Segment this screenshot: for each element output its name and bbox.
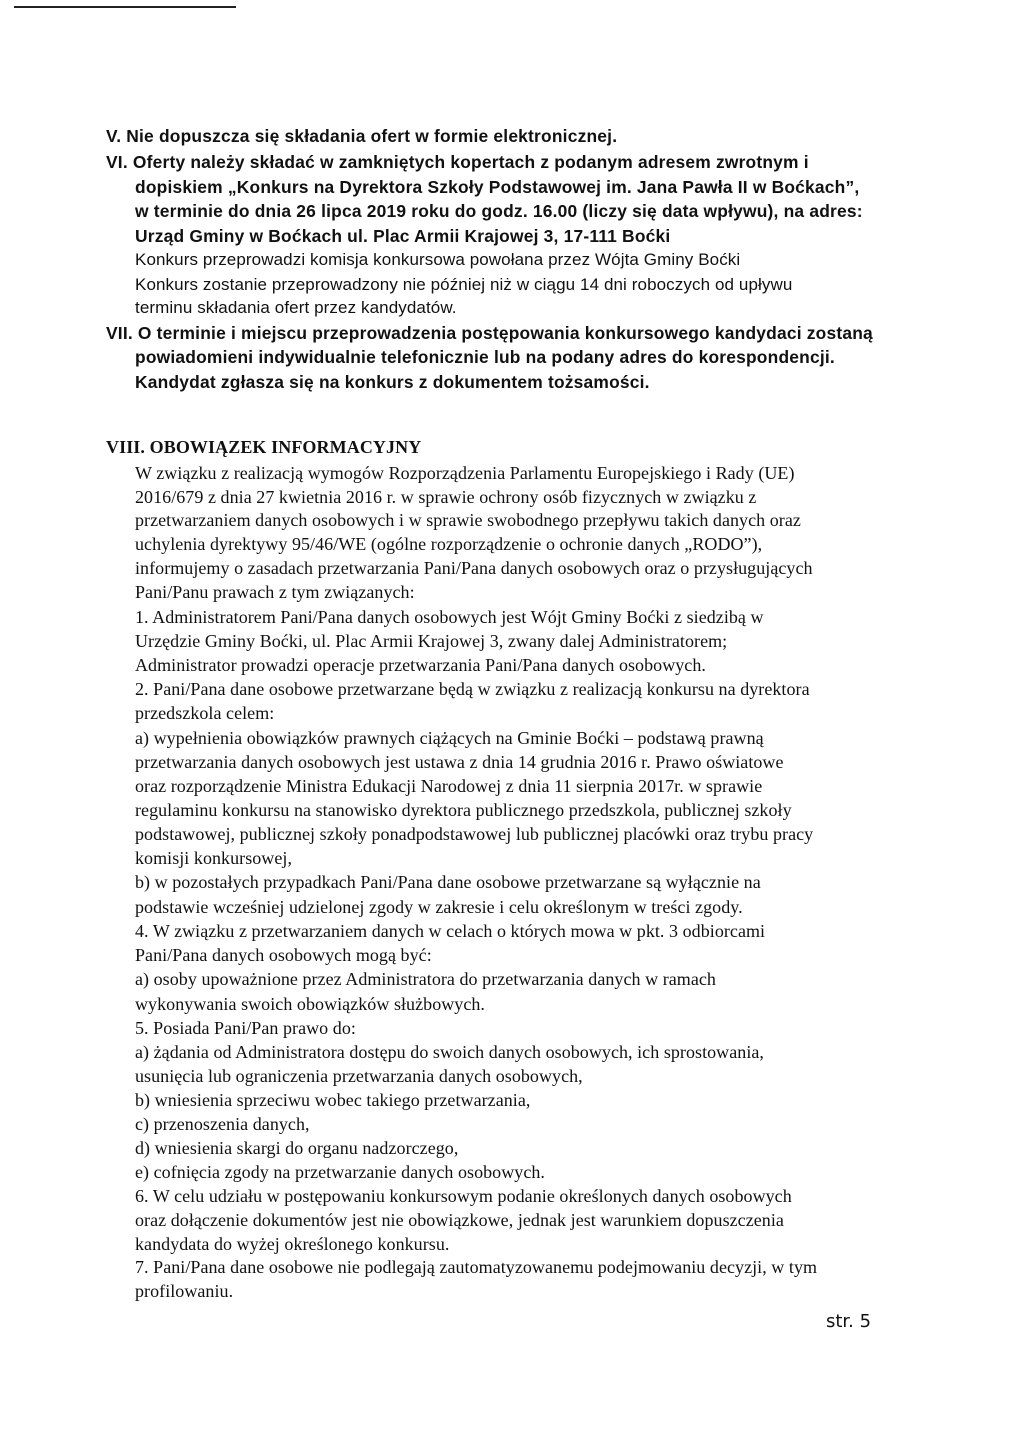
information-line-12: a) wypełnienia obowiązków prawnych ciążących na Gminie Boćki – podstawą prawną (135, 728, 764, 748)
information-line-29: d) wniesienia skargi do organu nadzorczego, (135, 1138, 459, 1158)
information-line-25: a) żądania od Administratora dostępu do swoich danych osobowych, ich sprostowania, (135, 1042, 764, 1062)
section-vi-line-2: dopiskiem „Konkurs na Dyrektora Szkoły Podstawowej im. Jana Pawła II w Boćkach”, (135, 177, 860, 197)
information-line-26: usunięcia lub ograniczenia przetwarzania danych osobowych, (135, 1066, 583, 1086)
information-line-24: 5. Posiada Pani/Pan prawo do: (135, 1018, 356, 1038)
information-line-7: 1. Administratorem Pani/Pana danych osobowych jest Wójt Gminy Boćki z siedzibą w (135, 607, 764, 627)
section-vi-line-7: terminu składania ofert przez kandydatów. (135, 298, 457, 317)
information-line-27: b) wniesienia sprzeciwu wobec takiego przetwarzania, (135, 1090, 531, 1110)
information-line-5: informujemy o zasadach przetwarzania Pani/Pana danych osobowych oraz o przysługujących (135, 558, 813, 578)
information-line-11: przedszkola celem: (135, 703, 275, 723)
information-line-9: Administrator prowadzi operacje przetwarzania Pani/Pana danych osobowych. (135, 655, 706, 675)
section-vi-line-6: Konkurs zostanie przeprowadzony nie później niż w ciągu 14 dni roboczych od upływu (135, 275, 793, 294)
information-line-21: Pani/Pana danych osobowych mogą być: (135, 945, 432, 965)
section-vii-line-2: powiadomieni indywidualnie telefonicznie lub na podany adres do korespondencji. (135, 347, 835, 367)
information-line-19: podstawie wcześniej udzielonej zgody w zakresie i celu określonym w treści zgody. (135, 897, 743, 917)
information-line-6: Pani/Panu prawach z tym związanych: (135, 582, 415, 602)
information-line-31: 6. W celu udziału w postępowaniu konkursowym podanie określonych danych osobowych (135, 1186, 792, 1206)
section-v-line: V. Nie dopuszcza się składania ofert w formie elektronicznej. (106, 126, 618, 146)
section-vii-line-1: VII. O terminie i miejscu przeprowadzenia postępowania konkursowego kandydaci zostaną (106, 323, 873, 343)
section-vi-line-3: w terminie do dnia 26 lipca 2019 roku do godz. 16.00 (liczy się data wpływu), na adres: (135, 201, 863, 221)
section-vii-line-3: Kandydat zgłasza się na konkurs z dokumentem tożsamości. (135, 372, 650, 392)
information-line-14: oraz rozporządzenie Ministra Edukacji Narodowej z dnia 11 sierpnia 2017r. w sprawie (135, 776, 763, 796)
information-line-28: c) przenoszenia danych, (135, 1114, 310, 1134)
information-line-32: oraz dołączenie dokumentów jest nie obowiązkowe, jednak jest warunkiem dopuszczenia (135, 1210, 784, 1230)
information-line-22: a) osoby upoważnione przez Administratora do przetwarzania danych w ramach (135, 969, 716, 989)
information-line-13: przetwarzania danych osobowych jest ustawa z dnia 14 grudnia 2016 r. Prawo oświatowe (135, 752, 784, 772)
information-line-33: kandydata do wyżej określonego konkursu. (135, 1234, 450, 1254)
information-line-15: regulaminu konkursu na stanowisko dyrektora publicznego przedszkola, publicznej szkoły (135, 800, 792, 820)
section-viii-heading: VIII. OBOWIĄZEK INFORMACYJNY (106, 437, 422, 457)
information-line-4: uchylenia dyrektywy 95/46/WE (ogólne rozporządzenie o ochronie danych „RODO”), (135, 534, 763, 554)
information-line-1: W związku z realizacją wymogów Rozporządzenia Parlamentu Europejskiego i Rady (UE) (135, 463, 795, 483)
information-line-17: komisji konkursowej, (135, 848, 292, 868)
section-vi-line-5: Konkurs przeprowadzi komisja konkursowa powołana przez Wójta Gminy Boćki (135, 250, 741, 269)
information-line-30: e) cofnięcia zgody na przetwarzanie danych osobowych. (135, 1162, 545, 1182)
information-line-2: 2016/679 z dnia 27 kwietnia 2016 r. w sprawie ochrony osób fizycznych w związku z (135, 487, 757, 507)
information-line-8: Urzędzie Gminy Boćki, ul. Plac Armii Krajowej 3, zwany dalej Administratorem; (135, 631, 728, 651)
information-line-18: b) w pozostałych przypadkach Pani/Pana dane osobowe przetwarzane są wyłącznie na (135, 872, 761, 892)
section-vi-line-1: VI. Oferty należy składać w zamkniętych kopertach z podanym adresem zwrotnym i (106, 152, 809, 172)
information-line-16: podstawowej, publicznej szkoły ponadpodstawowej lub publicznej placówki oraz trybu pracy (135, 824, 814, 844)
information-line-10: 2. Pani/Pana dane osobowe przetwarzane będą w związku z realizacją konkursu na dyrektora (135, 679, 810, 699)
page-number: str. 5 (826, 1311, 872, 1332)
information-line-35: profilowaniu. (135, 1281, 234, 1301)
information-line-20: 4. W związku z przetwarzaniem danych w celach o których mowa w pkt. 3 odbiorcami (135, 921, 766, 941)
information-line-23: wykonywania swoich obowiązków służbowych. (135, 994, 485, 1014)
section-vi-line-4: Urząd Gminy w Boćkach ul. Plac Armii Krajowej 3, 17-111 Boćki (135, 226, 671, 246)
information-line-3: przetwarzaniem danych osobowych i w sprawie swobodnego przepływu takich danych oraz (135, 510, 801, 530)
information-line-34: 7. Pani/Pana dane osobowe nie podlegają zautomatyzowanemu podejmowaniu decyzji, w tym (135, 1257, 818, 1277)
